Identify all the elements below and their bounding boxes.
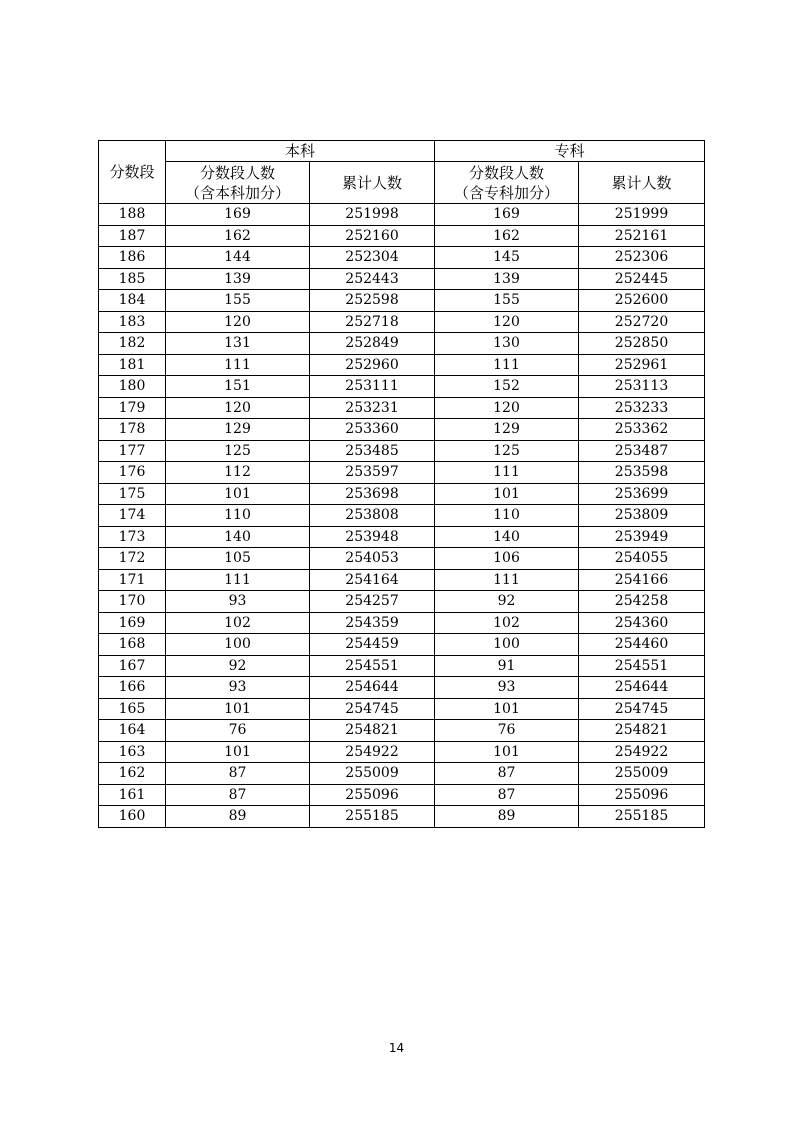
table-row <box>99 526 705 548</box>
cell-zhuanke-cumulative: 253699 <box>579 483 705 505</box>
table-row <box>99 311 705 333</box>
cell-zhuanke-cumulative: 253598 <box>579 462 705 484</box>
cell-zhuanke-band-count: 106 <box>435 548 579 570</box>
table-row <box>99 354 705 376</box>
cell-score-band: 174 <box>99 505 166 527</box>
cell-score-band: 180 <box>99 376 166 398</box>
table-row <box>99 634 705 656</box>
table-row <box>99 397 705 419</box>
cell-zhuanke-cumulative: 253949 <box>579 526 705 548</box>
cell-benke-band-count: 162 <box>166 225 310 247</box>
cell-benke-cumulative: 254922 <box>310 741 435 763</box>
cell-benke-band-count: 101 <box>166 483 310 505</box>
cell-zhuanke-band-count: 130 <box>435 333 579 355</box>
cell-score-band: 165 <box>99 698 166 720</box>
cell-benke-band-count: 112 <box>166 462 310 484</box>
cell-benke-cumulative: 253948 <box>310 526 435 548</box>
cell-benke-band-count: 144 <box>166 247 310 269</box>
header-zhuanke-cumulative: 累计人数 <box>579 162 705 204</box>
cell-zhuanke-band-count: 87 <box>435 763 579 785</box>
cell-zhuanke-cumulative: 254644 <box>579 677 705 699</box>
cell-score-band: 177 <box>99 440 166 462</box>
cell-score-band: 169 <box>99 612 166 634</box>
cell-zhuanke-cumulative: 254258 <box>579 591 705 613</box>
cell-benke-band-count: 101 <box>166 741 310 763</box>
cell-zhuanke-cumulative: 254360 <box>579 612 705 634</box>
header-score-band: 分数段 <box>99 141 166 204</box>
cell-zhuanke-band-count: 140 <box>435 526 579 548</box>
cell-zhuanke-band-count: 101 <box>435 741 579 763</box>
cell-zhuanke-band-count: 125 <box>435 440 579 462</box>
table-row <box>99 483 705 505</box>
cell-zhuanke-cumulative: 254460 <box>579 634 705 656</box>
cell-score-band: 188 <box>99 204 166 226</box>
cell-score-band: 183 <box>99 311 166 333</box>
cell-score-band: 185 <box>99 268 166 290</box>
table-row <box>99 268 705 290</box>
header-zhuanke-band-count-line1: 分数段人数 <box>469 163 545 182</box>
table-row <box>99 204 705 226</box>
cell-benke-band-count: 120 <box>166 311 310 333</box>
cell-benke-band-count: 120 <box>166 397 310 419</box>
cell-zhuanke-cumulative: 252961 <box>579 354 705 376</box>
cell-benke-cumulative: 253597 <box>310 462 435 484</box>
cell-score-band: 176 <box>99 462 166 484</box>
cell-zhuanke-band-count: 101 <box>435 483 579 505</box>
table-row <box>99 655 705 677</box>
cell-zhuanke-band-count: 120 <box>435 311 579 333</box>
cell-score-band: 164 <box>99 720 166 742</box>
cell-zhuanke-cumulative: 252720 <box>579 311 705 333</box>
table-row <box>99 225 705 247</box>
cell-score-band: 186 <box>99 247 166 269</box>
cell-benke-band-count: 105 <box>166 548 310 570</box>
cell-benke-cumulative: 254551 <box>310 655 435 677</box>
table-row <box>99 419 705 441</box>
cell-zhuanke-band-count: 92 <box>435 591 579 613</box>
table-body <box>99 204 705 828</box>
cell-zhuanke-cumulative: 253113 <box>579 376 705 398</box>
cell-zhuanke-band-count: 162 <box>435 225 579 247</box>
cell-zhuanke-cumulative: 255096 <box>579 784 705 806</box>
cell-score-band: 170 <box>99 591 166 613</box>
cell-benke-band-count: 93 <box>166 591 310 613</box>
header-benke-band-count <box>166 162 310 204</box>
score-distribution-table <box>98 140 705 828</box>
cell-zhuanke-cumulative: 254055 <box>579 548 705 570</box>
cell-score-band: 184 <box>99 290 166 312</box>
cell-benke-cumulative: 255185 <box>310 806 435 828</box>
cell-score-band: 160 <box>99 806 166 828</box>
table-row <box>99 440 705 462</box>
cell-benke-cumulative: 254459 <box>310 634 435 656</box>
cell-zhuanke-cumulative: 252445 <box>579 268 705 290</box>
cell-zhuanke-cumulative: 253233 <box>579 397 705 419</box>
table-row <box>99 376 705 398</box>
cell-benke-cumulative: 255009 <box>310 763 435 785</box>
cell-score-band: 178 <box>99 419 166 441</box>
cell-zhuanke-band-count: 111 <box>435 569 579 591</box>
cell-score-band: 179 <box>99 397 166 419</box>
cell-zhuanke-cumulative: 254922 <box>579 741 705 763</box>
cell-zhuanke-band-count: 145 <box>435 247 579 269</box>
cell-zhuanke-cumulative: 251999 <box>579 204 705 226</box>
cell-score-band: 182 <box>99 333 166 355</box>
header-row-groups <box>99 141 705 162</box>
table-row <box>99 290 705 312</box>
cell-benke-cumulative: 253111 <box>310 376 435 398</box>
cell-zhuanke-cumulative: 253362 <box>579 419 705 441</box>
cell-zhuanke-cumulative: 252306 <box>579 247 705 269</box>
cell-score-band: 173 <box>99 526 166 548</box>
table-row <box>99 569 705 591</box>
cell-zhuanke-band-count: 139 <box>435 268 579 290</box>
cell-score-band: 161 <box>99 784 166 806</box>
cell-benke-cumulative: 252849 <box>310 333 435 355</box>
cell-benke-cumulative: 252160 <box>310 225 435 247</box>
cell-zhuanke-band-count: 111 <box>435 462 579 484</box>
cell-benke-band-count: 125 <box>166 440 310 462</box>
cell-benke-band-count: 89 <box>166 806 310 828</box>
cell-zhuanke-band-count: 91 <box>435 655 579 677</box>
cell-benke-cumulative: 252304 <box>310 247 435 269</box>
page-number: 14 <box>388 1041 405 1055</box>
cell-benke-cumulative: 254359 <box>310 612 435 634</box>
cell-zhuanke-band-count: 129 <box>435 419 579 441</box>
cell-zhuanke-cumulative: 252600 <box>579 290 705 312</box>
cell-benke-cumulative: 255096 <box>310 784 435 806</box>
table-row <box>99 677 705 699</box>
cell-zhuanke-cumulative: 254821 <box>579 720 705 742</box>
cell-score-band: 171 <box>99 569 166 591</box>
cell-benke-band-count: 155 <box>166 290 310 312</box>
table-row <box>99 784 705 806</box>
header-benke-cumulative: 累计人数 <box>310 162 435 204</box>
table-row <box>99 333 705 355</box>
cell-score-band: 187 <box>99 225 166 247</box>
cell-benke-cumulative: 253808 <box>310 505 435 527</box>
cell-zhuanke-band-count: 76 <box>435 720 579 742</box>
cell-score-band: 175 <box>99 483 166 505</box>
cell-benke-cumulative: 254821 <box>310 720 435 742</box>
cell-zhuanke-band-count: 155 <box>435 290 579 312</box>
cell-benke-cumulative: 254644 <box>310 677 435 699</box>
cell-score-band: 163 <box>99 741 166 763</box>
cell-benke-cumulative: 252443 <box>310 268 435 290</box>
cell-benke-cumulative: 253231 <box>310 397 435 419</box>
cell-benke-band-count: 111 <box>166 569 310 591</box>
table-row <box>99 612 705 634</box>
cell-zhuanke-band-count: 169 <box>435 204 579 226</box>
table-row <box>99 548 705 570</box>
table-row <box>99 806 705 828</box>
cell-benke-band-count: 139 <box>166 268 310 290</box>
cell-benke-cumulative: 254053 <box>310 548 435 570</box>
cell-benke-cumulative: 252718 <box>310 311 435 333</box>
cell-benke-band-count: 111 <box>166 354 310 376</box>
cell-benke-band-count: 92 <box>166 655 310 677</box>
cell-zhuanke-band-count: 110 <box>435 505 579 527</box>
cell-zhuanke-cumulative: 255009 <box>579 763 705 785</box>
cell-zhuanke-band-count: 100 <box>435 634 579 656</box>
cell-benke-band-count: 110 <box>166 505 310 527</box>
cell-zhuanke-cumulative: 254745 <box>579 698 705 720</box>
cell-zhuanke-cumulative: 254166 <box>579 569 705 591</box>
table-row <box>99 247 705 269</box>
cell-benke-cumulative: 252598 <box>310 290 435 312</box>
cell-benke-band-count: 140 <box>166 526 310 548</box>
cell-score-band: 162 <box>99 763 166 785</box>
cell-zhuanke-band-count: 101 <box>435 698 579 720</box>
cell-benke-cumulative: 254164 <box>310 569 435 591</box>
cell-score-band: 167 <box>99 655 166 677</box>
cell-zhuanke-band-count: 120 <box>435 397 579 419</box>
table-row <box>99 505 705 527</box>
cell-benke-band-count: 100 <box>166 634 310 656</box>
cell-zhuanke-band-count: 111 <box>435 354 579 376</box>
cell-benke-band-count: 87 <box>166 784 310 806</box>
table-header <box>99 141 705 204</box>
cell-zhuanke-band-count: 152 <box>435 376 579 398</box>
table-row <box>99 720 705 742</box>
header-benke-band-count-line1: 分数段人数 <box>199 163 275 182</box>
cell-benke-cumulative: 253485 <box>310 440 435 462</box>
cell-benke-band-count: 102 <box>166 612 310 634</box>
cell-zhuanke-cumulative: 253487 <box>579 440 705 462</box>
cell-zhuanke-band-count: 87 <box>435 784 579 806</box>
cell-benke-band-count: 87 <box>166 763 310 785</box>
cell-zhuanke-band-count: 93 <box>435 677 579 699</box>
cell-score-band: 166 <box>99 677 166 699</box>
header-benke-band-count-line2: （含本科加分） <box>184 183 290 202</box>
cell-zhuanke-cumulative: 252850 <box>579 333 705 355</box>
cell-benke-cumulative: 254257 <box>310 591 435 613</box>
cell-benke-band-count: 129 <box>166 419 310 441</box>
cell-benke-cumulative: 252960 <box>310 354 435 376</box>
cell-benke-band-count: 169 <box>166 204 310 226</box>
cell-score-band: 181 <box>99 354 166 376</box>
header-zhuanke-band-count <box>435 162 579 204</box>
cell-zhuanke-cumulative: 253809 <box>579 505 705 527</box>
cell-zhuanke-cumulative: 254551 <box>579 655 705 677</box>
table-row <box>99 763 705 785</box>
cell-zhuanke-band-count: 89 <box>435 806 579 828</box>
header-group-benke: 本科 <box>166 141 435 162</box>
table-row <box>99 462 705 484</box>
cell-zhuanke-band-count: 102 <box>435 612 579 634</box>
cell-benke-cumulative: 253698 <box>310 483 435 505</box>
cell-benke-cumulative: 251998 <box>310 204 435 226</box>
cell-score-band: 172 <box>99 548 166 570</box>
cell-zhuanke-cumulative: 252161 <box>579 225 705 247</box>
cell-zhuanke-cumulative: 255185 <box>579 806 705 828</box>
table-row <box>99 741 705 763</box>
cell-benke-band-count: 76 <box>166 720 310 742</box>
cell-benke-band-count: 151 <box>166 376 310 398</box>
table-row <box>99 698 705 720</box>
cell-benke-cumulative: 253360 <box>310 419 435 441</box>
cell-benke-cumulative: 254745 <box>310 698 435 720</box>
table-row <box>99 591 705 613</box>
cell-benke-band-count: 93 <box>166 677 310 699</box>
cell-benke-band-count: 101 <box>166 698 310 720</box>
header-group-zhuanke: 专科 <box>435 141 705 162</box>
header-row-columns <box>99 162 705 204</box>
cell-score-band: 168 <box>99 634 166 656</box>
cell-benke-band-count: 131 <box>166 333 310 355</box>
header-zhuanke-band-count-line2: （含专科加分） <box>454 183 560 202</box>
